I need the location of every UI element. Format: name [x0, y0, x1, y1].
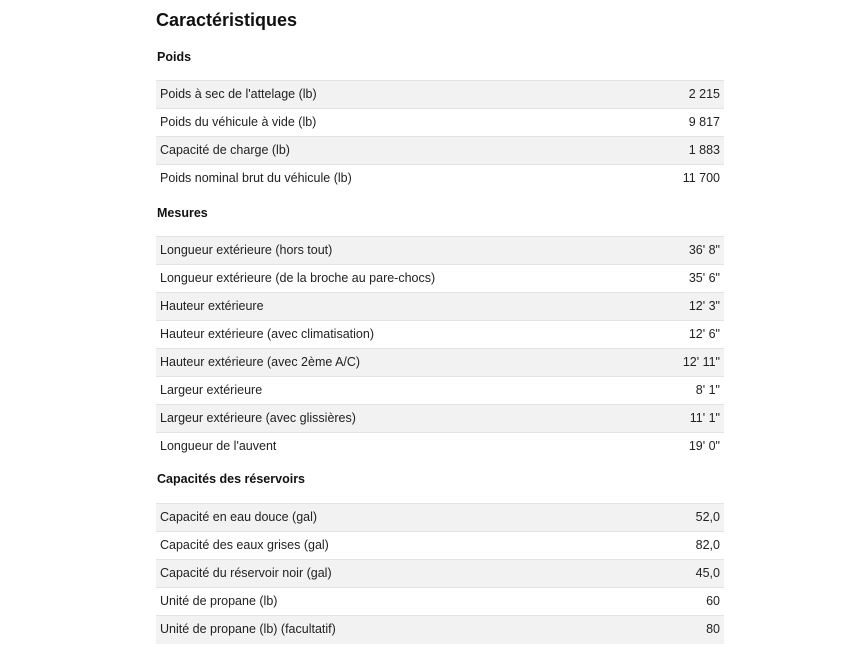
- section-title-measurements: Mesures: [157, 206, 208, 220]
- row-value: 60: [706, 594, 720, 608]
- section-title-tank-capacities: Capacités des réservoirs: [157, 472, 306, 486]
- row-value: 9 817: [688, 115, 720, 129]
- table-row: [156, 405, 724, 433]
- table-row: [156, 560, 724, 588]
- row-value: 19' 0": [688, 439, 720, 454]
- table-row: [156, 504, 724, 532]
- row-value: 36' 8": [688, 243, 720, 257]
- row-label: Capacité en eau douce (gal): [160, 510, 318, 524]
- table-row: [156, 349, 724, 377]
- table-row: [156, 433, 724, 461]
- row-label: Capacité des eaux grises (gal): [160, 538, 329, 552]
- table-row: [156, 321, 724, 349]
- row-value: 2 215: [688, 87, 720, 101]
- row-value: 12' 11": [682, 355, 720, 369]
- row-label: Hauteur extérieure: [160, 299, 264, 313]
- row-label: Hauteur extérieure (avec climatisation): [160, 327, 374, 341]
- row-label: Capacité de charge (lb): [160, 143, 290, 157]
- row-label: Poids à sec de l'attelage (lb): [160, 87, 317, 101]
- row-label: Capacité du réservoir noir (gal): [160, 566, 332, 580]
- row-label: Poids nominal brut du véhicule (lb): [160, 171, 352, 186]
- row-label: Unité de propane (lb): [160, 594, 278, 608]
- row-value: 8' 1": [695, 383, 720, 397]
- row-label: Unité de propane (lb) (facultatif): [160, 622, 336, 637]
- row-label: Longueur de l'auvent: [160, 439, 277, 454]
- table-row: [156, 137, 724, 165]
- row-label: Hauteur extérieure (avec 2ème A/C): [160, 355, 361, 369]
- row-value: 12' 3": [688, 299, 720, 313]
- table-row: [156, 265, 724, 293]
- row-value: 12' 6": [688, 327, 720, 341]
- table-row: [156, 109, 724, 137]
- row-value: 45,0: [695, 566, 720, 580]
- table-row: [156, 377, 724, 405]
- table-row: [156, 165, 724, 193]
- table-row: [156, 81, 724, 109]
- row-value: 35' 6": [688, 271, 720, 285]
- row-label: Largeur extérieure: [160, 383, 263, 397]
- table-row: [156, 293, 724, 321]
- page-title: Caractéristiques: [156, 10, 298, 30]
- tank-capacities-table: [156, 503, 724, 644]
- row-label: Longueur extérieure (hors tout): [160, 243, 333, 257]
- table-row: [156, 616, 724, 644]
- row-label: Longueur extérieure (de la broche au pare-chocs): [160, 271, 436, 285]
- row-value: 82,0: [695, 538, 720, 552]
- section-title-weight: Poids: [157, 50, 192, 64]
- row-value: 52,0: [695, 510, 720, 524]
- row-label: Poids du véhicule à vide (lb): [160, 115, 317, 129]
- row-value: 11' 1": [689, 411, 720, 425]
- table-row: [156, 237, 724, 265]
- row-value: 11 700: [682, 171, 720, 186]
- table-row: [156, 588, 724, 616]
- measurements-table: [156, 236, 724, 461]
- row-value: 80: [706, 622, 720, 637]
- weight-table: [156, 80, 724, 193]
- row-value: 1 883: [688, 143, 720, 157]
- table-row: [156, 532, 724, 560]
- row-label: Largeur extérieure (avec glissières): [160, 411, 356, 425]
